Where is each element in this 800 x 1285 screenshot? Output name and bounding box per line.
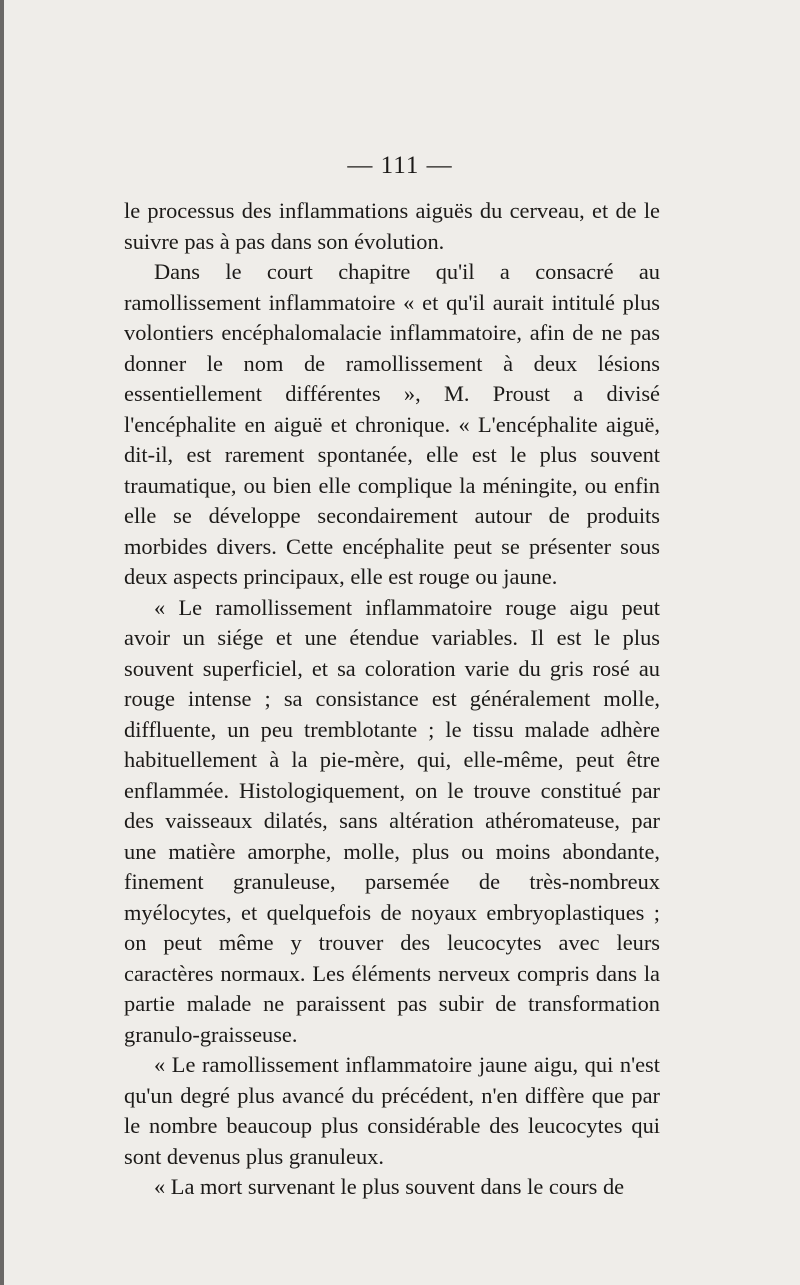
page-number: — 111 — bbox=[347, 152, 453, 179]
paragraph-4: « Le ramollissement inflammatoire jaune aigu, qui n'est qu'un degré plus avancé du précédent, n'en diffère que par le nombre beaucoup plus considérable des leucocytes qui sont devenus plus granuleux. bbox=[124, 1052, 660, 1169]
paragraph-5: « La mort survenant le plus souvent dans le cours de bbox=[154, 1174, 625, 1199]
paragraph-3: « Le ramollissement inflammatoire rouge aigu peut avoir un siége et une étendue variables. Il est le plus souvent superficiel, et sa coloration varie du gris rosé au rouge intense ; sa consistance est généralement molle, diffluente, un peu tremblotante ; le tissu malade adhère habituellement à la pie-mère, qui, elle-même, peut être enflammée. Histologiquement, on le trouve constitué par des vaisseaux dilatés, sans altération athéromateuse, par une matière amorphe, molle, plus ou moins abondante, finement granuleuse, parsemée de très-nombreux myélocytes, et quelquefois de noyaux embryoplastiques ; on peut même y trouver des leucocytes avec leurs caractères normaux. Les éléments nerveux compris dans la partie malade ne paraissent pas subir de transformation granulo-graisseuse. bbox=[124, 594, 660, 1047]
binding-edge bbox=[0, 0, 4, 1285]
body-text bbox=[124, 196, 660, 1203]
paragraph-2: Dans le court chapitre qu'il a consacré au ramollissement inflammatoire « et qu'il aurait intitulé plus volontiers encéphalomalacie inflammatoire, afin de ne pas donner le nom de ramollissement à deux lésions essentiellement différentes », M. Proust a divisé l'encéphalite en aiguë et chronique. « L'encéphalite aiguë, dit-il, est rarement spontanée, elle est le plus souvent traumatique, ou bien elle complique la méningite, ou enfin elle se développe secondairement autour de produits morbides divers. Cette encéphalite peut se présenter sous deux aspects principaux, elle est rouge ou jaune. bbox=[124, 259, 660, 589]
paragraph-1: le processus des inflammations aiguës du cerveau, et de le suivre pas à pas dans son évolution. bbox=[124, 198, 660, 254]
